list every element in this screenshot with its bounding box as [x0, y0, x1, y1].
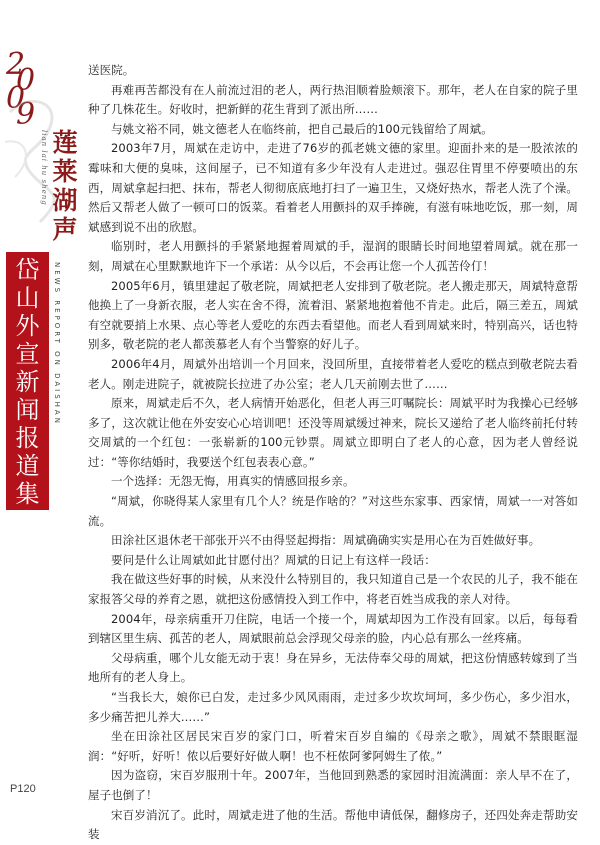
section-title-char: 山 — [15, 284, 40, 312]
vertical-english-caption: NEWS REPORT ON DAISHAN — [53, 262, 61, 426]
paragraph: “周斌，你晓得某人家里有几个人？统是作啥的？”对这些东家事、西家情，周斌一一对答如流。 — [88, 494, 578, 528]
section-title-char: 岱 — [15, 256, 40, 284]
paragraph: 一个选择：无怨无悔，用真实的情感回报乡亲。 — [111, 474, 355, 489]
brand-char: 声 — [52, 215, 78, 244]
section-title-char: 闻 — [15, 396, 40, 424]
year-digit: 0 — [16, 63, 36, 98]
year-digit: 0 — [6, 81, 26, 116]
brand-char: 莱 — [52, 157, 78, 186]
article-body — [88, 61, 578, 845]
paragraph: 因为盗窃，宋百岁服刑十年。2007年，当他回到熟悉的家园时泪流满面：亲人早不在了，屋子也倒了！ — [88, 768, 578, 802]
section-title-char: 道 — [15, 452, 40, 480]
section-title-char: 新 — [15, 368, 40, 396]
paragraph: 2005年6月，镇里建起了敬老院，周斌把老人安排到了敬老院。老人搬走那天，周斌特意帮他换上了一身新衣服，老人实在舍不得，流着泪、紧紧地抱着他不肯走。此后，隔三差五，周斌有空就要捎上水果、点心等老人爱吃的东西去看望他。而老人看到周斌来时，特别高兴，话也特别多，敬老院的老人都羡慕老人有个当警察的好儿子。 — [88, 278, 578, 352]
section-title-char: 集 — [15, 480, 40, 508]
paragraph: 宋百岁消沉了。此时，周斌走进了他的生活。帮他申请低保，翻修房子，还四处奔走帮助安装 — [88, 807, 578, 842]
paragraph: 2003年7月，周斌在走访中，走进了76岁的孤老姚文德的家里。迎面扑来的是一股浓浓的霉味和大便的臭味，这间屋子，已不知道有多少年没有人走进过。强忍住胃里不停要喷出的东西，周斌拿起扫把、抹布，帮老人彻彻底底地打扫了一遍卫生，又烧好热水，帮老人洗了个澡。然后又帮老人做了一顿可口的饭菜。看着老人用颤抖的双手捧碗，有滋有味地吃饭，那一刻，周斌感到说不出的欣慰。 — [88, 141, 578, 234]
paragraph: 2004年，母亲病重开刀住院，电话一个接一个，周斌却因为工作没有回家。以后，每每看到辖区里生病、孤苦的老人，周斌眼前总会浮现父母亲的脸，内心总有那么一丝疼痛。 — [88, 611, 578, 646]
section-title-char: 外 — [15, 312, 40, 340]
brand-pinyin: lian lai hu sheng — [40, 130, 48, 206]
paragraph: 2006年4月，周斌外出培训一个月回来，没回所里，直接带着老人爱吃的糕点到敬老院去看老人。刚走进院子，就被院长拉进了办公室；老人几天前刚去世了…… — [88, 356, 578, 391]
year-digit: 9 — [16, 97, 36, 132]
paragraph: 与姚文裕不同，姚文德老人在临终前，把自己最后的100元钱留给了周斌。 — [111, 121, 493, 136]
paragraph: 再难再苦都没有在人前流过泪的老人，两行热泪顺着脸颊滚下。那年，老人在自家的院子里种了几株花生。好收时，把新鲜的花生背到了派出所…… — [88, 82, 578, 117]
brand-title — [50, 128, 80, 244]
paragraph: 送医院。 — [88, 63, 135, 77]
paragraph: 田涂社区退休老干部张开兴不由得竖起拇指：周斌确确实实是用心在为百姓做好事。 — [111, 533, 541, 548]
year-digit: 2 — [6, 47, 26, 82]
brand-char: 湖 — [52, 186, 78, 215]
section-title-box — [6, 252, 49, 510]
section-title-char: 宣 — [15, 340, 40, 368]
paragraph: 坐在田涂社区居民宋百岁的家门口，听着宋百岁自编的《母亲之歌》，周斌不禁眼眶湿润：“好听，好听！侬以后要好好做人啊！也不枉侬阿爹阿姆生了侬。” — [88, 729, 578, 763]
paragraph: 临别时，老人用颤抖的手紧紧地握着周斌的手，湿润的眼睛长时间地望着周斌。就在那一刻，周斌在心里默默地许下一个承诺：从今以后，不会再让您一个人孤苦伶仃！ — [88, 239, 578, 273]
brand-char: 莲 — [52, 128, 78, 157]
paragraph: 父母病重，哪个儿女能无动于衷！身在异乡，无法侍奉父母的周斌，把这份情感转嫁到了当地所有的老人身上。 — [88, 650, 578, 685]
paragraph: 我在做这些好事的时候，从来没什么特别目的，我只知道自己是一个农民的儿子，我不能在家报答父母的养育之恩，就把这份感情投入到工作中，将老百姓当成我的亲人对待。 — [88, 572, 578, 607]
paragraph: 要问是什么让周斌如此甘愿付出？周斌的日记上有这样一段话： — [111, 552, 436, 567]
page-number: P120 — [10, 783, 36, 795]
paragraph: “当我长大，娘你已白发，走过多少风风雨雨，走过多少坎坎坷坷，多少伤心，多少泪水，多少痛苦把儿养大……” — [88, 690, 578, 724]
section-title-char: 报 — [15, 424, 40, 452]
paragraph: 原来，周斌走后不久，老人病情开始恶化，但老人再三叮嘱院长：周斌平时为我操心已经够多了，这次就让他在外安安心心培训吧！还没等周斌缓过神来，院长又递给了老人临终前托付转交周斌的一个红包：一张崭新的100元钞票。周斌立即明白了老人的心意，因为老人曾经说过：“等你结婚时，我要送个红包表表心意。” — [88, 396, 578, 469]
